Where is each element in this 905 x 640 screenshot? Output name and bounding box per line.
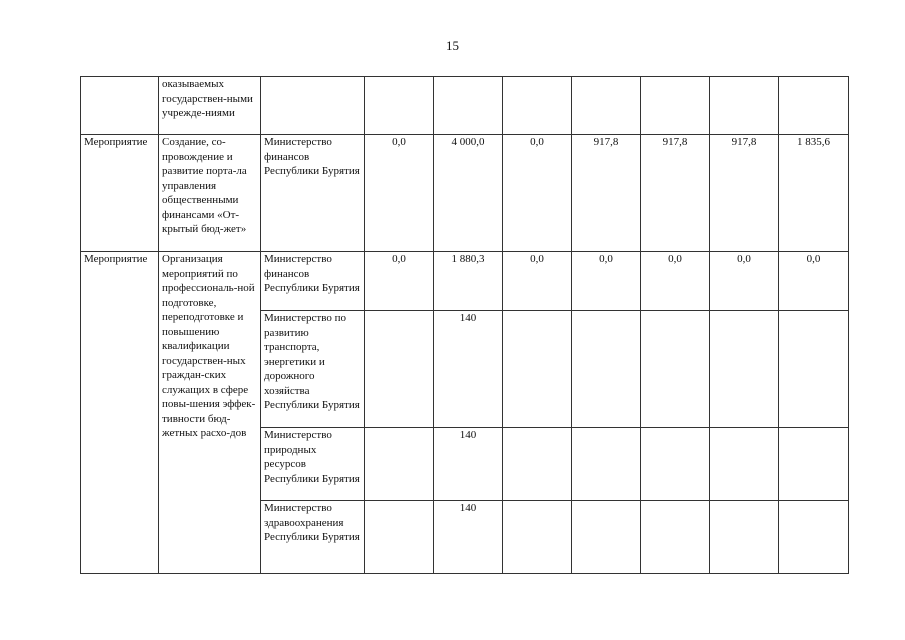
value-cell: 140 (434, 428, 503, 501)
value-cell: 1 835,6 (779, 135, 849, 252)
table-row (81, 135, 849, 252)
event-type-cell (81, 77, 159, 135)
value-cell (503, 501, 572, 574)
event-name-cell: Организация мероприятий по профессиональ-ной подготовке, переподготовке и повышению квалификации государствен-ных граждан-ских служащих в сфере повы-шения эффек-тивности бюд-жетных расхо-дов (159, 252, 261, 574)
value-cell (641, 428, 710, 501)
event-name-cell: оказываемых государствен-ными учрежде-ниями (159, 77, 261, 135)
value-cell (503, 77, 572, 135)
value-cell: 4 000,0 (434, 135, 503, 252)
executor-cell: Министерство здравоохранения Республики Бурятия (261, 501, 365, 574)
value-cell (365, 501, 434, 574)
executor-cell: Министерство финансов Республики Бурятия (261, 135, 365, 252)
budget-table (80, 76, 849, 574)
executor-cell: Министерство по развитию транспорта, энергетики и дорожного хозяйства Республики Бурятия (261, 311, 365, 428)
value-cell: 917,8 (572, 135, 641, 252)
value-cell (503, 311, 572, 428)
value-cell (779, 311, 849, 428)
executor-cell: Министерство природных ресурсов Республики Бурятия (261, 428, 365, 501)
value-cell (434, 77, 503, 135)
value-cell: 0,0 (710, 252, 779, 311)
value-cell (710, 501, 779, 574)
table-row (81, 252, 849, 311)
value-cell: 917,8 (641, 135, 710, 252)
value-cell (572, 428, 641, 501)
value-cell: 0,0 (641, 252, 710, 311)
value-cell (572, 77, 641, 135)
value-cell: 0,0 (503, 252, 572, 311)
event-name-cell: Создание, со-провождение и развитие порта-ла управления общественными финансами «От-крытый бюд-жет» (159, 135, 261, 252)
value-cell: 0,0 (779, 252, 849, 311)
executor-cell (261, 77, 365, 135)
value-cell (641, 77, 710, 135)
value-cell (503, 428, 572, 501)
value-cell (572, 311, 641, 428)
page-number: 15 (446, 38, 459, 53)
event-type-cell: Мероприятие (81, 135, 159, 252)
value-cell: 0,0 (503, 135, 572, 252)
value-cell (365, 77, 434, 135)
value-cell: 0,0 (365, 252, 434, 311)
value-cell: 917,8 (710, 135, 779, 252)
value-cell: 0,0 (572, 252, 641, 311)
value-cell (710, 428, 779, 501)
value-cell (710, 311, 779, 428)
table-row (81, 77, 849, 135)
event-type-cell: Мероприятие (81, 252, 159, 574)
value-cell (779, 501, 849, 574)
value-cell (641, 501, 710, 574)
value-cell (710, 77, 779, 135)
executor-cell: Министерство финансов Республики Бурятия (261, 252, 365, 311)
value-cell (365, 428, 434, 501)
value-cell (779, 428, 849, 501)
value-cell (779, 77, 849, 135)
value-cell: 140 (434, 311, 503, 428)
value-cell: 140 (434, 501, 503, 574)
value-cell (365, 311, 434, 428)
value-cell: 0,0 (365, 135, 434, 252)
value-cell: 1 880,3 (434, 252, 503, 311)
value-cell (572, 501, 641, 574)
value-cell (641, 311, 710, 428)
